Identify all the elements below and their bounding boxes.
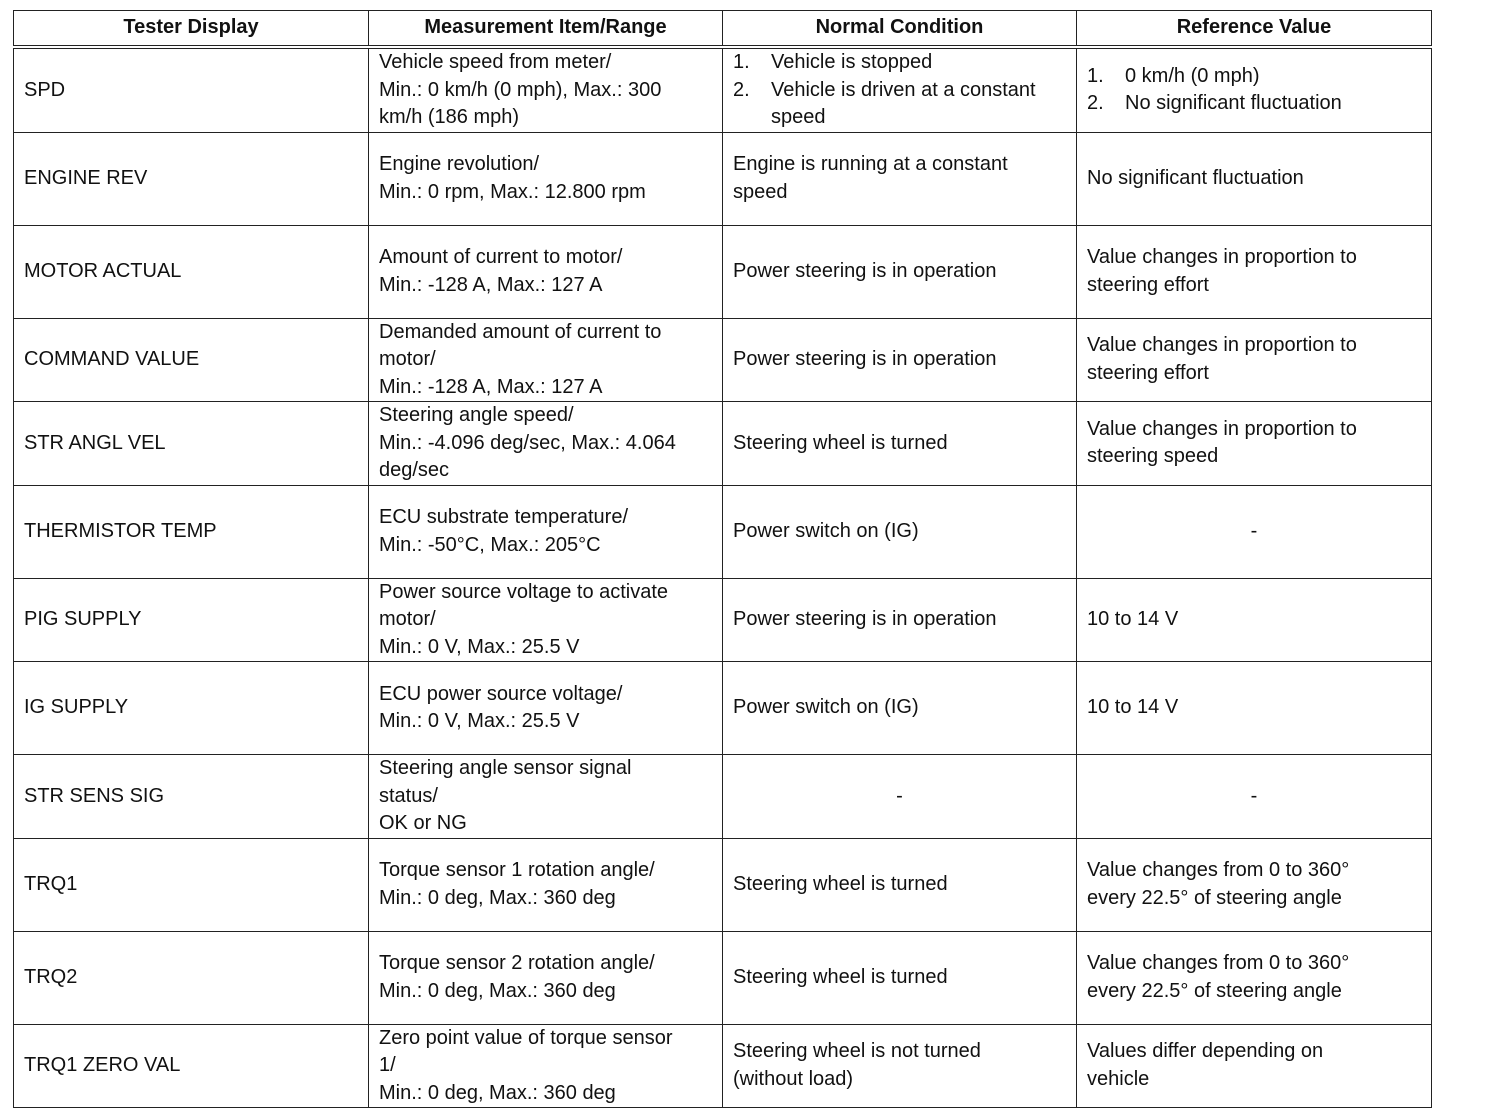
reference-cell xyxy=(1077,485,1432,578)
measurement-cell xyxy=(369,402,723,486)
measurement-cell xyxy=(369,485,723,578)
list-item xyxy=(1087,63,1421,91)
measurement-cell xyxy=(369,578,723,662)
reference-line: 10 to 14 V xyxy=(1087,696,1179,719)
condition-cell xyxy=(723,838,1077,931)
list-number: 2. xyxy=(1087,92,1104,115)
measurement-cell xyxy=(369,47,723,132)
reference-cell xyxy=(1077,662,1432,755)
list-number: 2. xyxy=(733,78,750,101)
condition-cell xyxy=(723,578,1077,662)
header-reference-value: Reference Value xyxy=(1077,11,1432,48)
measurement-line: Min.: 0 rpm, Max.: 12.800 rpm xyxy=(379,180,646,203)
list-item xyxy=(1087,90,1421,118)
data-list-table xyxy=(13,10,1432,1108)
condition-line: speed xyxy=(733,180,788,203)
reference-line: every 22.5° of steering angle xyxy=(1087,979,1342,1002)
tester-display-cell: SPD xyxy=(14,47,369,132)
measurement-line: ECU substrate temperature/ xyxy=(379,506,628,528)
measurement-cell xyxy=(369,931,723,1024)
table-row xyxy=(14,662,1432,755)
header-row xyxy=(14,11,1432,48)
header-tester-display: Tester Display xyxy=(14,11,369,48)
list-item-line: speed xyxy=(771,106,826,128)
measurement-cell xyxy=(369,662,723,755)
reference-cell xyxy=(1077,225,1432,318)
reference-cell xyxy=(1077,318,1432,402)
measurement-line: Steering angle speed/ xyxy=(379,404,574,426)
measurement-line: Min.: 0 deg, Max.: 360 deg xyxy=(379,1081,616,1104)
condition-cell xyxy=(723,318,1077,402)
tester-display-cell: IG SUPPLY xyxy=(14,662,369,755)
measurement-line: OK or NG xyxy=(379,812,467,834)
measurement-line: Vehicle speed from meter/ xyxy=(379,51,612,73)
reference-line: Value changes from 0 to 360° xyxy=(1087,859,1350,881)
condition-line: Steering wheel is not turned xyxy=(733,1040,981,1063)
reference-dash: - xyxy=(1250,519,1258,542)
condition-numbered-list xyxy=(733,49,1066,132)
measurement-line: Demanded amount of current to xyxy=(379,320,662,343)
condition-cell xyxy=(723,755,1077,839)
measurement-line: Min.: 0 V, Max.: 25.5 V xyxy=(379,710,580,732)
measurement-line: Min.: -128 A, Max.: 127 A xyxy=(379,375,603,398)
condition-cell xyxy=(723,402,1077,486)
reference-line: Values differ depending on xyxy=(1087,1040,1324,1063)
reference-cell xyxy=(1077,47,1432,132)
measurement-cell xyxy=(369,318,723,402)
condition-cell xyxy=(723,1024,1077,1108)
reference-cell xyxy=(1077,578,1432,662)
measurement-line: Power source voltage to activate xyxy=(379,580,669,603)
measurement-line: Min.: -50°C, Max.: 205°C xyxy=(379,533,601,556)
tester-display-cell: PIG SUPPLY xyxy=(14,578,369,662)
reference-line: Value changes in proportion to xyxy=(1087,334,1357,357)
measurement-line: Min.: -4.096 deg/sec, Max.: 4.064 xyxy=(379,431,676,454)
measurement-line: Min.: 0 deg, Max.: 360 deg xyxy=(379,886,616,909)
table-row xyxy=(14,402,1432,486)
measurement-line: Min.: -128 A, Max.: 127 A xyxy=(379,273,603,296)
condition-line: Power switch on (IG) xyxy=(733,519,919,542)
tester-display-cell: STR SENS SIG xyxy=(14,755,369,839)
measurement-line: Torque sensor 1 rotation angle/ xyxy=(379,859,655,881)
reference-line: steering speed xyxy=(1087,445,1219,468)
reference-line: vehicle xyxy=(1087,1067,1150,1090)
measurement-line: 1/ xyxy=(379,1054,396,1076)
table-row xyxy=(14,1024,1432,1108)
reference-line: Value changes in proportion to xyxy=(1087,246,1357,268)
table-row xyxy=(14,578,1432,662)
measurement-line: Zero point value of torque sensor xyxy=(379,1026,673,1049)
reference-line: No significant fluctuation xyxy=(1087,166,1304,189)
measurement-cell xyxy=(369,1024,723,1108)
measurement-line: Min.: 0 km/h (0 mph), Max.: 300 xyxy=(379,78,662,101)
condition-line: Power switch on (IG) xyxy=(733,696,919,719)
reference-cell xyxy=(1077,838,1432,931)
measurement-line: Min.: 0 deg, Max.: 360 deg xyxy=(379,979,616,1002)
table-row xyxy=(14,132,1432,225)
tester-display-cell: TRQ1 xyxy=(14,838,369,931)
measurement-cell xyxy=(369,132,723,225)
table-row xyxy=(14,931,1432,1024)
reference-line: Value changes in proportion to xyxy=(1087,417,1357,440)
list-number: 1. xyxy=(1087,64,1104,87)
reference-line: every 22.5° of steering angle xyxy=(1087,886,1342,909)
measurement-cell xyxy=(369,838,723,931)
header-normal-condition: Normal Condition xyxy=(723,11,1077,48)
condition-line: Engine is running at a constant xyxy=(733,153,1008,175)
tester-display-cell: STR ANGL VEL xyxy=(14,402,369,486)
condition-cell xyxy=(723,662,1077,755)
measurement-line: motor/ xyxy=(379,608,436,630)
table-row xyxy=(14,838,1432,931)
measurement-line: Steering angle sensor signal xyxy=(379,757,632,779)
condition-cell xyxy=(723,47,1077,132)
measurement-line: Engine revolution/ xyxy=(379,153,540,175)
measurement-line: Torque sensor 2 rotation angle/ xyxy=(379,952,655,974)
reference-cell xyxy=(1077,755,1432,839)
list-item-line: Vehicle is driven at a constant xyxy=(771,78,1036,101)
measurement-line: Min.: 0 V, Max.: 25.5 V xyxy=(379,635,580,658)
table-row xyxy=(14,318,1432,402)
list-item-line: 0 km/h (0 mph) xyxy=(1125,64,1260,87)
condition-dash: - xyxy=(896,784,903,807)
condition-line: Power steering is in operation xyxy=(733,608,997,630)
reference-dash: - xyxy=(1250,784,1258,807)
condition-line: Steering wheel is turned xyxy=(733,431,948,454)
condition-line: Power steering is in operation xyxy=(733,259,997,282)
reference-cell xyxy=(1077,1024,1432,1108)
tester-display-cell: TRQ2 xyxy=(14,931,369,1024)
reference-line: steering effort xyxy=(1087,361,1209,384)
tester-display-cell: ENGINE REV xyxy=(14,132,369,225)
table-row xyxy=(14,485,1432,578)
measurement-line: status/ xyxy=(379,784,438,807)
list-number: 1. xyxy=(733,51,750,73)
tester-display-cell: COMMAND VALUE xyxy=(14,318,369,402)
table-header xyxy=(14,11,1432,48)
table-row xyxy=(14,225,1432,318)
table-body xyxy=(14,47,1432,1108)
condition-line: Steering wheel is turned xyxy=(733,872,948,895)
condition-line: Steering wheel is turned xyxy=(733,965,948,988)
measurement-cell xyxy=(369,225,723,318)
tester-display-cell: THERMISTOR TEMP xyxy=(14,485,369,578)
reference-numbered-list xyxy=(1087,63,1421,118)
measurement-line: deg/sec xyxy=(379,459,450,481)
condition-line: Power steering is in operation xyxy=(733,348,997,370)
table-row xyxy=(14,755,1432,839)
condition-cell xyxy=(723,485,1077,578)
condition-cell xyxy=(723,225,1077,318)
list-item xyxy=(733,49,1066,77)
measurement-cell xyxy=(369,755,723,839)
condition-cell xyxy=(723,931,1077,1024)
reference-cell xyxy=(1077,402,1432,486)
reference-line: steering effort xyxy=(1087,273,1209,296)
reference-cell xyxy=(1077,132,1432,225)
condition-line: (without load) xyxy=(733,1067,854,1090)
tester-display-cell: TRQ1 ZERO VAL xyxy=(14,1024,369,1108)
list-item-line: No significant fluctuation xyxy=(1125,92,1342,115)
list-item xyxy=(733,77,1066,132)
reference-line: Value changes from 0 to 360° xyxy=(1087,952,1350,974)
condition-cell xyxy=(723,132,1077,225)
measurement-line: motor/ xyxy=(379,348,436,370)
table-row xyxy=(14,47,1432,132)
reference-cell xyxy=(1077,931,1432,1024)
header-measurement-item: Measurement Item/Range xyxy=(369,11,723,48)
reference-line: 10 to 14 V xyxy=(1087,608,1179,630)
measurement-line: ECU power source voltage/ xyxy=(379,682,623,705)
tester-display-cell: MOTOR ACTUAL xyxy=(14,225,369,318)
list-item-line: Vehicle is stopped xyxy=(771,51,933,73)
measurement-line: Amount of current to motor/ xyxy=(379,246,623,268)
measurement-line: km/h (186 mph) xyxy=(379,106,520,128)
